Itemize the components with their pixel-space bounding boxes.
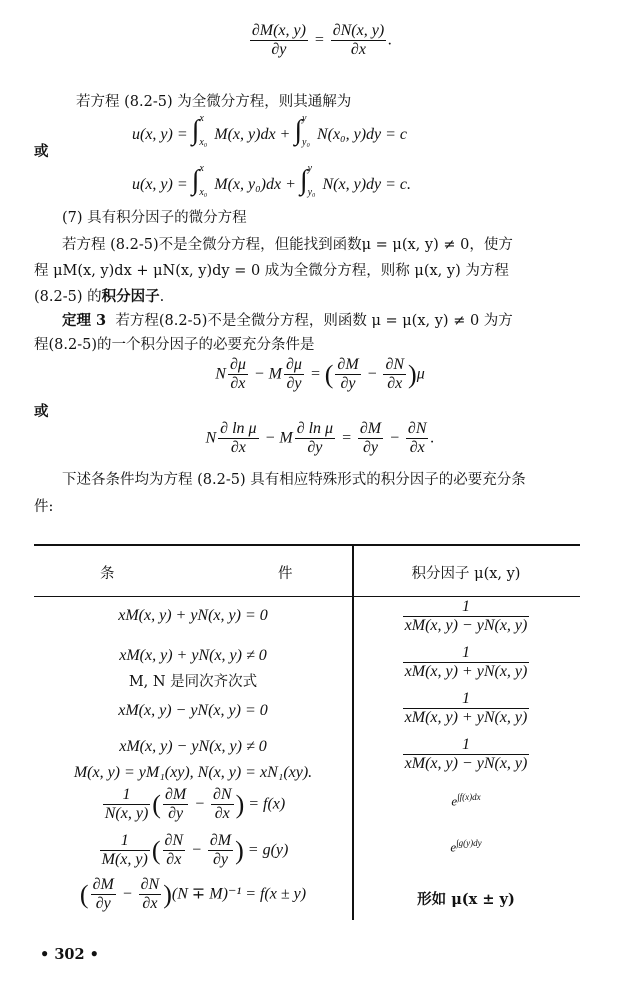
table-row-factor: 形如 μ(x ± y)	[417, 891, 515, 908]
or-label: 或	[34, 403, 49, 420]
table-row-condition: xM(x, y) + yN(x, y) ≠ 0	[119, 647, 267, 664]
table-row-condition: xM(x, y) − yN(x, y) ≠ 0	[119, 738, 267, 755]
table-row-condition: xM(x, y) + yN(x, y) = 0	[118, 607, 268, 624]
general-solution-equation-1: u(x, y) = ∫ x x₀ M(x, y)dx + ∫ y y₀ N(x₀, y)dy = c	[132, 113, 408, 148]
paragraph-line: 件:	[34, 499, 54, 515]
exactness-condition-equation: $\frac{\partial M(x, y)}{\partial y}$ = $\frac{\partial N(x, y)}{\partial x}$ .	[251, 22, 393, 59]
theorem-line: 程(8.2-5)的一个积分因子的必要充分条件是	[34, 337, 315, 353]
table-row-condition: $\frac{1}{M(x, y)}$ ( $\frac{\partial N}{\partial x}$ − $\frac{\partial M}{\partial y}$ ) = g(y)	[101, 832, 289, 869]
or-label: 或	[34, 143, 49, 160]
table-row-factor: $\frac{1}{xM(x, y) - yN(x, y)}$	[404, 736, 528, 773]
table-top-rule	[34, 544, 580, 546]
table-row-condition: ( $\frac{\partial M}{\partial y}$ − $\frac{\partial N}{\partial x}$ )(N ∓ M)⁻¹ = f(x ± y)	[79, 876, 307, 913]
general-solution-intro: 若方程 (8.2-5) 为全微分方程，则其通解为	[76, 94, 352, 110]
table-row-condition: M, N 是同次齐次式	[128, 674, 258, 690]
general-solution-equation-2: u(x, y) = ∫ x x₀ M(x, y₀)dx + ∫ y y₀ N(x, y)dy = c.	[132, 163, 412, 198]
table-row-factor: $e^{\int f(x)dx}$	[451, 792, 481, 809]
log-integrating-factor-equation: N $\frac{\text{∂ ln μ}}{\partial x}$ − M $\frac{\text{∂ ln μ}}{\partial y}$ = $\frac{\partial M}{\partial y}$ − $\frac{\partial N}{\partial x}$ .	[205, 420, 435, 457]
header-condition-1: 条	[100, 566, 115, 582]
theorem-label: 定理 3	[62, 312, 107, 329]
header-condition-2: 件	[278, 566, 293, 582]
table-row-factor: $e^{\int g(y)dy}$	[450, 838, 482, 855]
section-heading: (7) 具有积分因子的微分方程	[62, 210, 247, 226]
table-row-factor: $\frac{1}{xM(x, y) + yN(x, y)}$	[404, 690, 528, 727]
table-row-condition: xM(x, y) − yN(x, y) = 0	[118, 702, 268, 719]
integrating-factor-condition-equation: N $\frac{\partial\mu}{\partial x}$ − M $\frac{\partial\mu}{\partial y}$ = ( $\frac{\partial M}{\partial y}$ − $\frac{\partial N}{\partial x}$ )μ	[215, 356, 425, 393]
header-factor: 积分因子 μ(x, y)	[411, 566, 521, 582]
paragraph-line: 下述各条件均为方程 (8.2-5) 具有相应特殊形式的积分因子的必要充分条	[62, 472, 526, 488]
theorem-line: 定理 3 若方程(8.2-5)不是全微分方程，则函数 μ = μ(x, y) ≠ 0 为方	[62, 312, 513, 329]
paragraph-line: 若方程 (8.2-5)不是全微分方程，但能找到函数μ = μ(x, y) ≠ 0，使方	[62, 237, 513, 253]
page-number: • 302 •	[40, 946, 99, 963]
table-header-rule	[34, 596, 580, 597]
paragraph-line: (8.2-5) 的积分因子.	[34, 288, 165, 305]
table-row-factor: $\frac{1}{xM(x, y) - yN(x, y)}$	[404, 598, 528, 635]
paragraph-line: 程 μM(x, y)dx + μN(x, y)dy = 0 成为全微分方程，则称 μ(x, y) 为方程	[34, 263, 509, 279]
table-row-condition: $\frac{1}{N(x, y)}$ ( $\frac{\partial M}{\partial y}$ − $\frac{\partial N}{\partial x}$ ) = f(x)	[104, 786, 286, 823]
integrating-factor-term: 积分因子	[101, 288, 160, 305]
table-row-factor: $\frac{1}{xM(x, y) + yN(x, y)}$	[404, 644, 528, 681]
table-row-condition: M(x, y) = yM₁(xy), N(x, y) = xN₁(xy).	[73, 764, 313, 781]
